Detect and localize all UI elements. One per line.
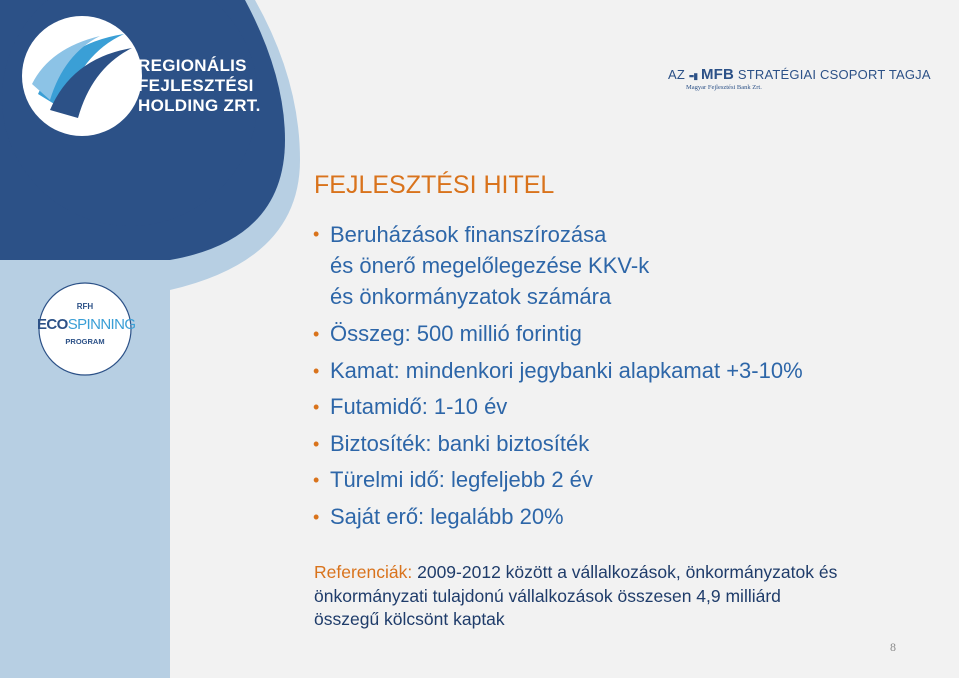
mfb-group-tag: [668, 66, 931, 91]
bullet-dot: •: [313, 397, 320, 417]
bullet-dot: •: [313, 470, 320, 490]
bullet-line: és önkormányzatok számára: [330, 284, 612, 309]
holding-logo-icon: [20, 14, 144, 138]
bullet-item-financing: [313, 219, 803, 312]
mfb-suffix: STRATÉGIAI CSOPORT TAGJA: [737, 67, 931, 82]
badge-name-part2: SPINNING: [67, 316, 136, 333]
bullet-item-term: [313, 389, 803, 426]
bullet-text: Kamat: mindenkori jegybanki alapkamat +3-10%: [330, 357, 803, 383]
badge-top-text: RFH: [76, 302, 94, 311]
slide-title: FEJLESZTÉSI HITEL: [314, 171, 555, 199]
bullet-item-grace: [313, 462, 803, 499]
bullet-dot: •: [313, 433, 320, 454]
bullet-line: és önerő megelőlegezése KKV-k: [330, 253, 650, 278]
bullet-item-collateral: [313, 426, 803, 463]
bullet-text: Türelmi idő: legfeljebb 2 év: [330, 467, 593, 492]
logo-line-1: REGIONÁLIS: [138, 56, 247, 75]
mfb-subtitle: Magyar Fejlesztési Bank Zrt.: [686, 84, 762, 91]
mfb-bars-icon: ▪▪▮: [688, 71, 698, 81]
holding-logo-text: [138, 56, 261, 116]
ecospinning-badge: [37, 281, 136, 377]
bullet-line: Beruházások finanszírozása: [330, 222, 607, 247]
bullet-dot: •: [313, 324, 320, 344]
logo-line-2: FEJLESZTÉSI: [138, 76, 254, 95]
references-label: Referenciák:: [314, 562, 413, 582]
references-line-2: önkormányzati tulajdonú vállalkozások összesen 4,9 milliárd: [314, 585, 781, 606]
bullet-text: Biztosíték: banki biztosíték: [330, 430, 590, 456]
bullet-item-interest: [313, 353, 803, 390]
references-line-1: 2009-2012 között a vállalkozások, önkormányzatok és: [412, 562, 838, 582]
badge-name: [37, 316, 136, 333]
mfb-brand: MFB: [700, 66, 735, 83]
bullet-dot: •: [313, 224, 320, 244]
logo-line-3: HOLDING ZRT.: [138, 96, 261, 115]
bullet-list: [313, 219, 803, 535]
bullet-text: Összeg: 500 millió forintig: [330, 321, 582, 346]
bullet-item-amount: [313, 316, 803, 353]
page-number: 8: [890, 640, 896, 654]
bullet-text: Saját erő: legalább 20%: [330, 503, 564, 529]
references-line-3: összegű kölcsönt kaptak: [314, 609, 505, 629]
bullet-dot: •: [313, 506, 320, 527]
badge-name-part1: ECO: [37, 316, 68, 333]
mfb-prefix: AZ: [668, 67, 686, 82]
bullet-dot: •: [313, 360, 320, 381]
references-paragraph: [314, 561, 944, 632]
bullet-text: Futamidő: 1-10 év: [330, 394, 508, 419]
badge-bottom-text: PROGRAM: [65, 337, 105, 346]
bullet-item-own-funds: [313, 499, 803, 536]
